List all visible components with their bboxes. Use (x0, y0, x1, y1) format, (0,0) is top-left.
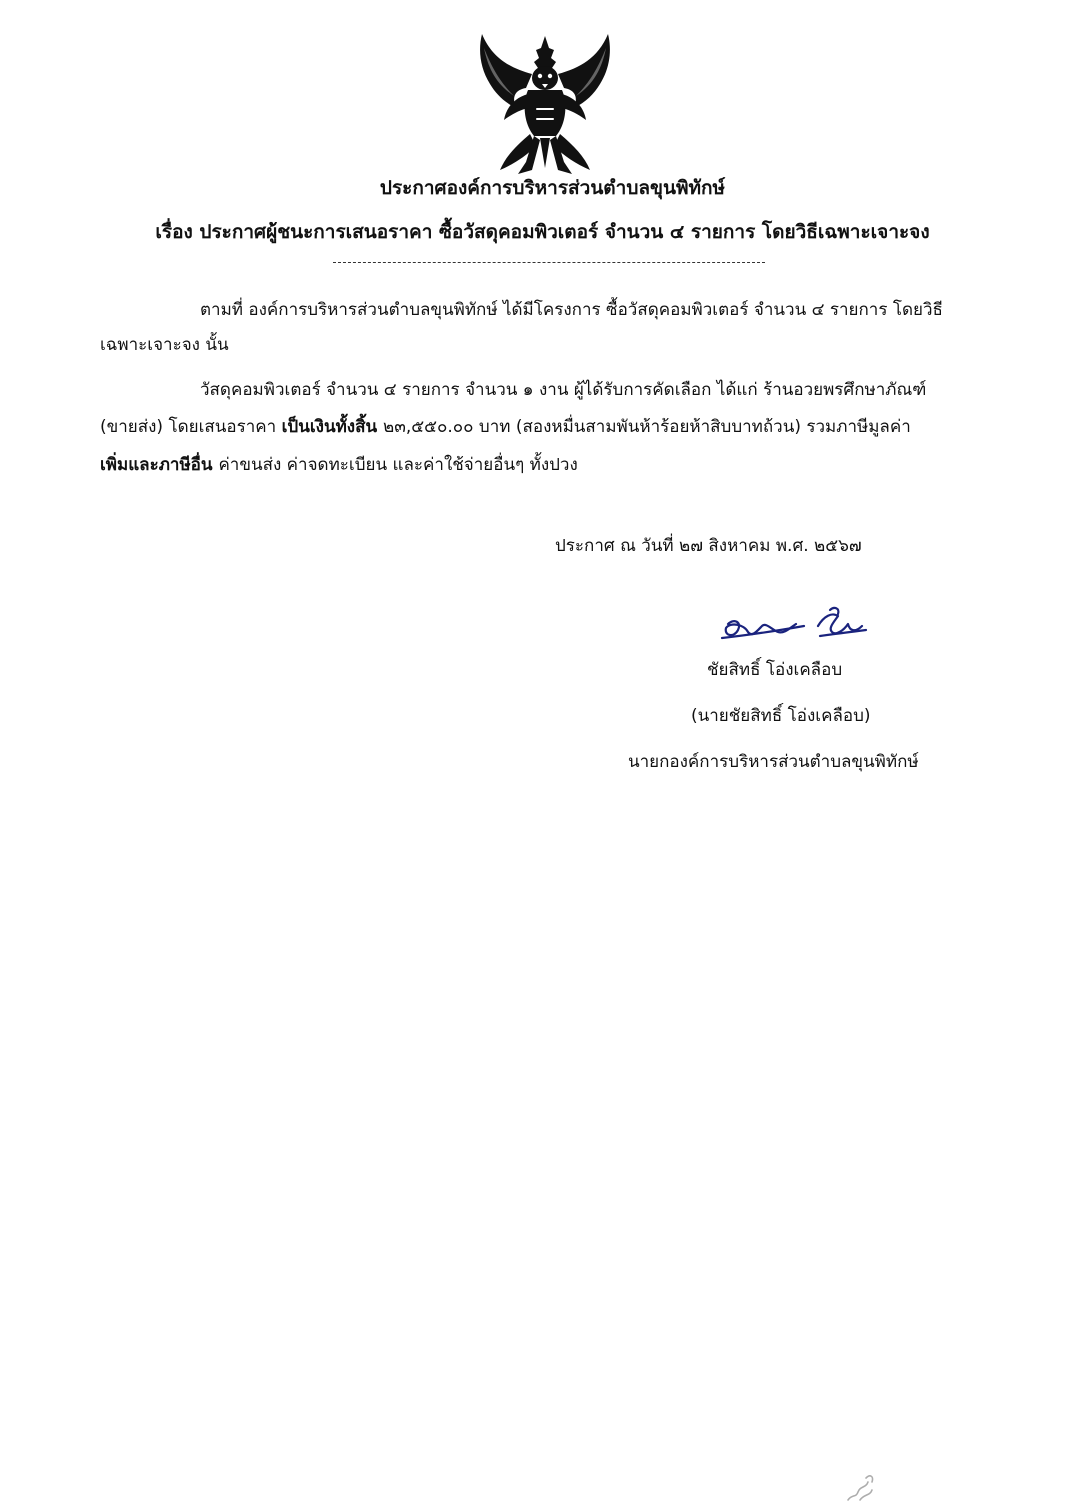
paragraph-2-line-2-part-c: ๒๓,๕๕๐.๐๐ บาท (สองหมื่นสามพันห้าร้อยห้าสิบบาทถ้วน) รวมภาษีมูลค่า (383, 417, 911, 437)
announcement-date: ประกาศ ณ วันที่ ๒๗ สิงหาคม พ.ศ. ๒๕๖๗ (555, 536, 862, 556)
paragraph-2-line-3-part-a: เพิ่มและภาษีอื่น (100, 455, 219, 475)
paragraph-2-line-3 (100, 453, 578, 477)
paragraph-2-line-1: วัสดุคอมพิวเตอร์ จำนวน ๔ รายการ จำนวน ๑ งาน ผู้ได้รับการคัดเลือก ได้แก่ ร้านอวยพรศึกษาภัณฑ์ (200, 380, 927, 400)
signed-name: ชัยสิทธิ์ โอ่งเคลือบ (707, 660, 843, 680)
signatory-position: นายกองค์การบริหารส่วนตำบลขุนพิทักษ์ (628, 752, 919, 772)
corner-stamp-mark (842, 1470, 882, 1504)
paragraph-2-total-label: เป็นเงินทั้งสิ้น (281, 417, 384, 437)
document-title: ประกาศองค์การบริหารส่วนตำบลขุนพิทักษ์ (379, 177, 726, 199)
paragraph-2-line-2-part-a: (ขายส่ง) โดยเสนอราคา (100, 417, 282, 437)
handwritten-signature-icon (700, 602, 875, 652)
paragraph-2-line-3-part-b: ค่าขนส่ง ค่าจดทะเบียน และค่าใช้จ่ายอื่นๆ ทั้งปวง (218, 455, 578, 475)
paragraph-1-line-1: ตามที่ องค์การบริหารส่วนตำบลขุนพิทักษ์ ได้มีโครงการ ซื้อวัสดุคอมพิวเตอร์ จำนวน ๔ รายการ โดยวิธี (200, 300, 943, 320)
paragraph-1-line-2: เฉพาะเจาะจง นั้น (100, 335, 229, 355)
garuda-emblem-icon (470, 28, 620, 178)
divider (333, 262, 765, 263)
document-subject: เรื่อง ประกาศผู้ชนะการเสนอราคา ซื้อวัสดุคอมพิวเตอร์ จำนวน ๔ รายการ โดยวิธีเฉพาะเจาะจง (155, 221, 930, 243)
paragraph-2-line-2 (100, 415, 911, 439)
signatory-full-name: (นายชัยสิทธิ์ โอ่งเคลือบ) (691, 706, 871, 726)
